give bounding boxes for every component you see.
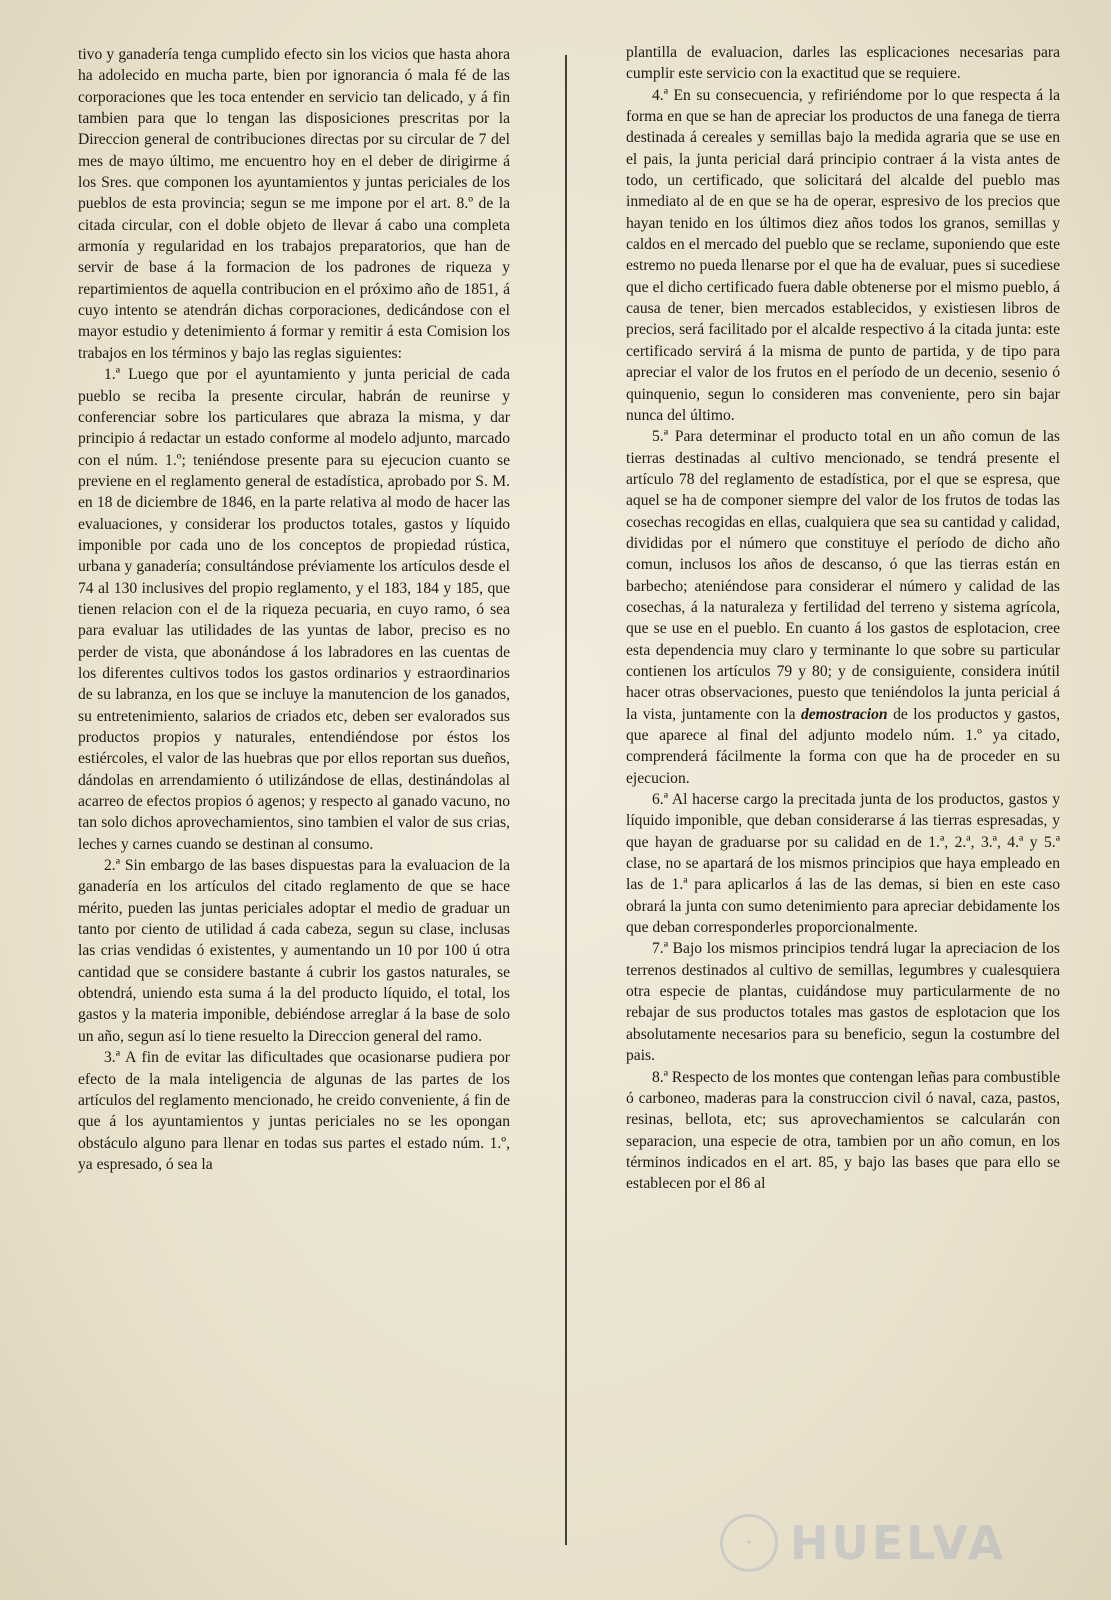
seal-icon: ✦ — [720, 1514, 778, 1572]
watermark-text: HUELVA — [790, 1516, 1007, 1570]
right-column — [626, 42, 1060, 1195]
paragraph: tivo y ganadería tenga cumplido efecto sin los vicios que hasta ahora ha adolecido en mucha parte, bien por ignorancia ó mala fé de las corporaciones que les toca entender en servicio tan delicado, y á fin tambien para que lo tengan las disposiciones prescritas por la Direccion general de contribuciones directas por su circular de 7 del mes de mayo último, me encuentro hoy en el deber de dirigirme á los Sres. que componen los ayuntamientos y juntas periciales de los pueblos de esta provincia; segun se me impone por el art. 8.º de la citada circular, con el doble objeto de llevar á cabo una completa armonía y regularidad en los trabajos preparatorios, que han de servir de base á la formacion de los padrones de riqueza y repartimientos de aquella contribucion en el próximo año de 1851, á cuyo intento se atendrán dichas corporaciones, dedicándose con el mayor estudio y detenimiento á formar y remitir á esta Comision los trabajos en los términos y bajo las reglas siguientes: — [78, 46, 510, 362]
paragraph-rule-7: 7.ª Bajo los mismos principios tendrá lugar la apreciacion de los terrenos destinados al cultivo de semillas, legumbres y cualesquiera otra especie de plantas, cuidándose muy particularmente de no rebajar de sus productos totales mas gastos de esplotacion que los absolutamente necesarios para su beneficio, segun la costumbre del pais. — [626, 940, 1060, 1065]
paragraph-rule-3: 3.ª A fin de evitar las dificultades que ocasionarse pudiera por efecto de la mala inteligencia de algunas de las partes de los artículos del reglamento mencionado, he creido conveniente, á fin de que á los ayuntamientos y juntas periciales no se les opongan obstáculo alguno para llenar en todas sus partes el estado núm. 1.º, ya espresado, ó sea la — [78, 1049, 510, 1173]
column-divider — [565, 55, 567, 1545]
emphasis-demostracion: demostracion — [800, 705, 888, 723]
paragraph-rule-1: 1.ª Luego que por el ayuntamiento y junta pericial de cada pueblo se reciba la presente circular, habrán de reunirse y conferenciar sobre los particulares que abraza la misma, y dar principio á redactar un estado conforme al modelo adjunto, marcado con el núm. 1.º; teniéndose presente para su ejecucion cuanto se previene en el reglamento general de estadística, aprobado por S. M. en 18 de diciembre de 1846, en la parte relativa al modo de hacer las evaluaciones, y considerar los productos totales, gastos y líquido imponible por cada uno de los conceptos de propiedad rústica, urbana y ganadería; consultándose préviamente los artículos desde el 74 al 130 inclusives del propio reglamento, y el 183, 184 y 185, que tienen relacion con el de la riqueza pecuaria, en cuyo ramo, ó sea para evaluar las utilidades de las yuntas de labor, preciso es no perder de vista, que abonándose á los labradores en las cuentas de los diferentes cultivos todos los gastos ordinarios y estraordinarios de su labranza, en los que se incluye la manutencion de los ganados, su entretenimiento, salarios de criados etc, deben ser evalorados sus productos propios y naturales, entendiéndose por éstos los estiércoles, el valor de las huebras que por ellos reportan sus dueños, dándolas en arrendamiento ó utilizándose de ellas, destinándolas al acarreo de efectos propios ó agenos; y respecto al ganado vacuno, no tan solo dichos aprovechamientos, sino tambien el valor de sus crias, leches y carnes cuando se destinan al consumo. — [78, 366, 510, 853]
paragraph: plantilla de evaluacion, darles las esplicaciones necesarias para cumplir este servicio con la exactitud que se requiere. — [626, 44, 1060, 83]
paragraph-rule-8: 8.ª Respecto de los montes que contengan leñas para combustible ó carboneo, maderas para la construccion civil ó naval, caza, pastos, resinas, bellota, etc; sus aprovechamientos se calcularán con separacion, una especie de otra, tambien por un año comun, en los términos indicados en el art. 85, y bajo las bases que para ello se establecen por el 86 al — [626, 1068, 1060, 1193]
paragraph-rule-5-text: 5.ª Para determinar el producto total en un año comun de las tierras destinadas al cultivo mencionado, se tendrá presente el artículo 78 del reglamento de estadística, por el que se espresa, que aquel se ha de componer siempre del valor de los frutos de todas las cosechas recogidas en ellas, cualquiera que sea su cantidad y calidad, divididas por el número que constituye el período de dicho año comun, inclusos los años de descanso, ó que las tierras están en barbecho; ateniéndose para considerar el número y calidad de las cosechas, á la naturaleza y fertilidad del terreno y sistema agrícola, que se use en el pueblo. En cuanto á los gastos de esplotacion, cree esta dependencia muy claro y terminante lo que sobre su particular contienen los artículos 79 y 80; y de consiguiente, considera inútil hacer otras observaciones, puesto que teniéndolos la junta pericial á la vista, juntamente con la — [626, 428, 1060, 723]
paragraph-rule-6: 6.ª Al hacerse cargo la precitada junta de los productos, gastos y líquido imponible, que deban considerarse á las tierras espresadas, y que hayan de graduarse por su calidad en de 1.ª, 2.ª, 3.ª, 4.ª y 5.ª clase, no se apartará de los mismos principios que haya empleado en las de 1.ª para aplicarlos á las de las demas, si bien en este caso obrará la junta con sumo detenimiento para apreciar debidamente los que deban corresponderles proporcionalmente. — [626, 791, 1060, 937]
paragraph-rule-5-end: de los productos y gastos, que aparece al final del adjunto modelo núm. 1.º ya citado, comprenderá fácilmente la forma con que ha de proceder en su ejecucion. — [626, 705, 1061, 787]
left-column — [78, 44, 510, 1175]
paragraph-rule-5 — [626, 426, 1060, 789]
paragraph-rule-4: 4.ª En su consecuencia, y refiriéndome por lo que respecta á la forma en que se han de apreciar los productos de una fanega de tierra destinada á cereales y semillas bajo la medida agraria que se use en el pais, la junta pericial dará principio contraer á la vista antes de todo, un certificado, que solicitará del alcalde del pueblo mas inmediato al de en que se ha de operar, espresivo de los precios que hayan tenido en los últimos diez años todos los granos, semillas y caldos en el mercado del pueblo que se reclame, suponiendo que este estremo no pueda llenarse por el que ha de evaluar, pues si sucediese que el dicho certificado fuera dable obtenerse por el mismo pueblo, á causa de tener, bien mercados establecidos, y existiesen libros de precios, será facilitado por el alcalde respectivo á la citada junta: este certificado servirá á la misma de punto de partida, y de tipo para apreciar el valor de los frutos en el período de un decenio, sesenio ó quinquenio, segun lo consideren mas conveniente, pero sin bajar nunca del último. — [626, 86, 1060, 424]
archive-watermark — [720, 1508, 1060, 1578]
paragraph-rule-2: 2.ª Sin embargo de las bases dispuestas para la evaluacion de la ganadería en los artículos del citado reglamento de que se hace mérito, pueden las juntas periciales adoptar el medio de graduar un tanto por ciento de utilidad á cada cabeza, segun su clase, inclusas las crias vendidas ó existentes, y aumentando un 10 por 100 ú otra cantidad que se considere bastante á cubrir los gastos naturales, se obtendrá, uniendo esta suma á la del producto líquido, el total, los gastos y la materia imponible, debiéndose arreglar á la base de solo un año, segun así lo tiene resuelto la Direccion general del ramo. — [78, 857, 510, 1045]
